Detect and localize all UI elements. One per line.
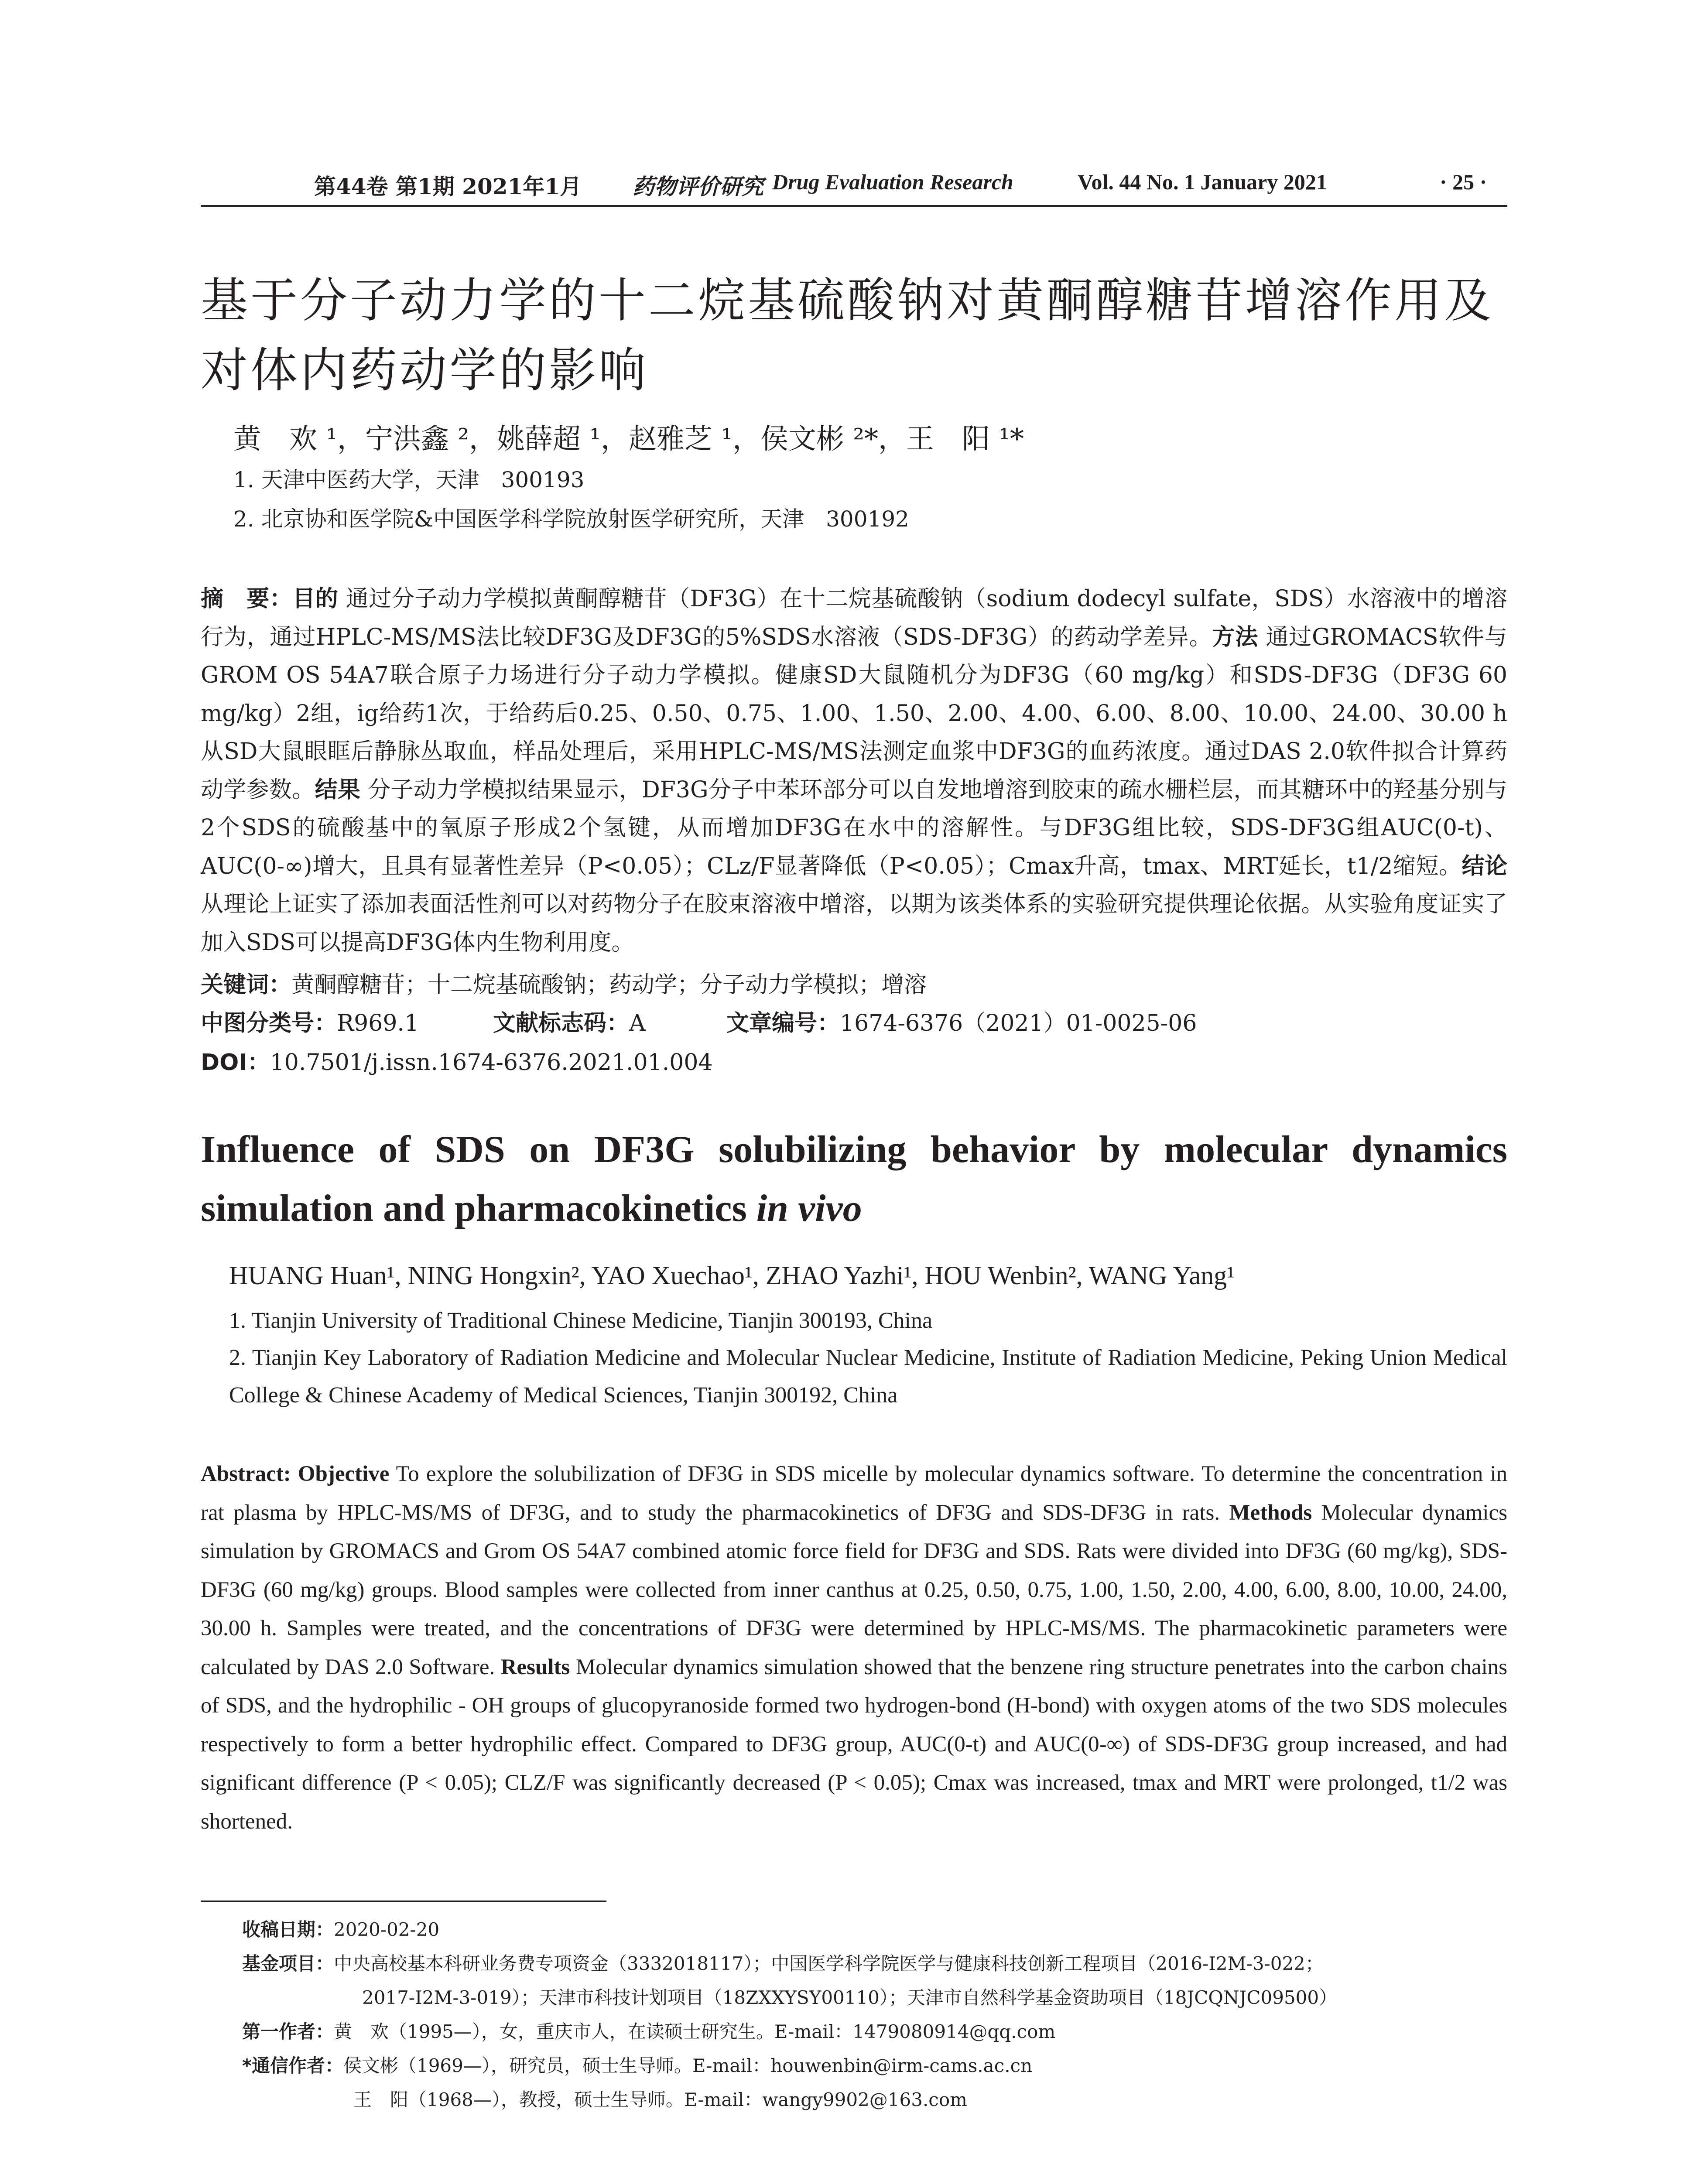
title-en-line1: Influence of SDS on DF3G solubilizing behavior by molecular dynamics	[201, 1128, 1507, 1171]
classification-cn-clc	[201, 1005, 419, 1037]
doi-label: DOI：	[201, 1049, 270, 1076]
article-value: 1674-6376（2021）01-0025-06	[840, 1010, 1197, 1036]
code-label: 文献标志码：	[493, 1010, 630, 1036]
footnote-corresponding	[242, 2049, 1032, 2083]
first-author-value: 黄 欢（1995—），女，重庆市人，在读硕士研究生。E-mail：1479080914@qq.com	[334, 2021, 1056, 2042]
affiliation-en-2: 2. Tianjin Key Laboratory of Radiation Medicine and Molecular Nuclear Medicine, Institute of Radiation Medicine, Peking Union Medical College & Chinese Academy of Medical Sciences, Tianjin 300192, China	[229, 1345, 1507, 1408]
footnote-received	[242, 1913, 439, 1947]
header-volume-en: Vol. 44 No. 1 January 2021	[1078, 170, 1327, 194]
fund-line1: 中央高校基本科研业务费专项资金（3332018117）；中国医学科学院医学与健康科技创新工程项目（2016-I2M-3-022；	[334, 1953, 1324, 1974]
code-value: A	[629, 1010, 646, 1036]
first-author-label: 第一作者：	[242, 2021, 334, 2042]
abstract-en-label: Abstract: Objective	[201, 1462, 390, 1486]
footnote-fund	[242, 1947, 1324, 1981]
classification-cn-article	[726, 1005, 1197, 1037]
results-label-cn: 结果	[315, 776, 361, 803]
abstract-en	[201, 1455, 1507, 1841]
received-label: 收稿日期：	[242, 1919, 334, 1940]
results-label-en: Results	[500, 1655, 570, 1679]
results-cn: 分子动力学模拟结果显示，DF3G分子中苯环部分可以自发地增溶到胶束的疏水栅栏层，而其糖环中的羟基分别与2个SDS的硫酸基中的氧原子形成2个氢键，从而增加DF3G在水中的溶解性。与DF3G组比较，SDS-DF3G组AUC(0-t)、AUC(0-∞)增大，且具有显著性差异（P<0.05）；CLz/F显著降低（P<0.05）；Cmax升高，tmax、MRT延长，t1/2缩短。	[201, 776, 1507, 879]
received-value: 2020-02-20	[334, 1919, 440, 1940]
header-rule	[201, 205, 1507, 207]
authors-en: HUANG Huan¹, NING Hongxin², YAO Xuechao¹, ZHAO Yazhi¹, HOU Wenbin², WANG Yang¹	[229, 1261, 1235, 1290]
objective-label-cn: 目的	[292, 586, 339, 612]
affiliation-en-1: 1. Tianjin University of Traditional Chinese Medicine, Tianjin 300193, China	[229, 1308, 933, 1333]
clc-label: 中图分类号：	[201, 1010, 337, 1036]
abstract-cn-label: 摘 要：	[201, 586, 293, 612]
clc-value: R969.1	[337, 1010, 419, 1036]
keywords-label-cn: 关键词：	[201, 972, 292, 998]
title-en-italic: in vivo	[756, 1187, 862, 1230]
header-journal-en: Drug Evaluation Research	[772, 170, 1013, 194]
fund-label: 基金项目：	[242, 1953, 334, 1974]
keywords-cn	[201, 966, 927, 999]
classification-cn-code	[493, 1005, 646, 1037]
methods-cn: 通过GROMACS软件与GROM OS 54A7联合原子力场进行分子动力学模拟。健康SD大鼠随机分为DF3G（60 mg/kg）和SDS-DF3G（DF3G 60 mg/kg）2组，ig给药1次，于给药后0.25、0.50、0.75、1.00、1.50、2.00、4.00、6.00、8.00、10.00、24.00、30.00 h从SD大鼠眼眶后静脉丛取血，样品处理后，采用HPLC-MS/MS法测定血浆中DF3G的血药浓度。通过DAS 2.0软件拟合计算药动学参数。	[201, 624, 1507, 803]
running-header	[201, 169, 1509, 204]
doi	[201, 1044, 713, 1077]
article-label: 文章编号：	[726, 1010, 840, 1036]
abstract-cn	[201, 580, 1507, 962]
methods-label-cn: 方法	[1212, 624, 1259, 650]
objective-cn: 通过分子动力学模拟黄酮醇糖苷（DF3G）在十二烷基硫酸钠（sodium dodecyl sulfate，SDS）水溶液中的增溶行为，通过HPLC-MS/MS法比较DF3G及DF3G的5%SDS水溶液（SDS-DF3G）的药动学差异。	[201, 586, 1507, 650]
header-page-number: · 25 ·	[1440, 170, 1487, 194]
conclusion-cn: 从理论上证实了添加表面活性剂可以对药物分子在胶束溶液中增溶，以期为该类体系的实验研究提供理论依据。从实验角度证实了加入SDS可以提高DF3G体内生物利用度。	[201, 891, 1507, 956]
corresponding-1: 侯文彬（1969—），研究员，硕士生导师。E-mail：houwenbin@irm-cams.ac.cn	[343, 2055, 1033, 2076]
methods-en: Molecular dynamics simulation by GROMACS and Grom OS 54A7 combined atomic force field for DF3G and SDS. Rats were divided into DF3G (60 mg/kg), SDS-DF3G (60 mg/kg) groups. Blood samples were collected from inner canthus at 0.25, 0.50, 0.75, 1.00, 1.50, 2.00, 4.00, 6.00, 8.00, 10.00, 24.00, 30.00 h. Samples were treated, and the concentrations of DF3G were determined by HPLC-MS/MS. The pharmacokinetic parameters were calculated by DAS 2.0 Software.	[201, 1500, 1508, 1679]
keywords-text-cn: 黄酮醇糖苷；十二烷基硫酸钠；药动学；分子动力学模拟；增溶	[291, 972, 927, 998]
title-cn: 基于分子动力学的十二烷基硫酸钠对黄酮醇糖苷增溶作用及对体内药动学的影响	[201, 273, 1494, 398]
corresponding-2: 王 阳（1968—），教授，硕士生导师。E-mail：wangy9902@163.com	[353, 2089, 967, 2110]
objective-en: To explore the solubilization of DF3G in SDS micelle by molecular dynamics software. To determine the concentration in rat plasma by HPLC-MS/MS of DF3G, and to study the pharmacokinetics of DF3G and SDS-DF3G in rats.	[201, 1462, 1507, 1525]
journal-logo-cn: 药物评价研究	[633, 174, 763, 199]
affiliation-cn-2: 2. 北京协和医学院&中国医学科学院放射医学研究所，天津 300192	[233, 506, 909, 532]
methods-label-en: Methods	[1229, 1500, 1312, 1525]
affiliation-cn-1: 1. 天津中医药大学，天津 300193	[233, 467, 585, 492]
conclusion-label-cn: 结论	[1462, 853, 1507, 879]
title-en-line2: simulation and pharmacokinetics	[201, 1187, 756, 1230]
title-en	[201, 1120, 1507, 1238]
results-en: Molecular dynamics simulation showed that the benzene ring structure penetrates into the carbon chains of SDS, and the hydrophilic - OH groups of glucopyranoside formed two hydrogen-bond (H-bond) with oxygen atoms of the two SDS molecules respectively to form a better hydrophilic effect. Compared to DF3G group, AUC(0-t) and AUC(0-∞) of SDS-DF3G group increased, and had significant difference (P < 0.05); CLZ/F was significantly decreased (P < 0.05); Cmax was increased, tmax and MRT were prolonged, t1/2 was shortened.	[201, 1655, 1508, 1834]
authors-cn: 黄 欢 ¹，宁洪鑫 ²，姚薛超 ¹，赵雅芝 ¹，侯文彬 ²*，王 阳 ¹*	[233, 423, 1024, 455]
fund-line2: 2017-I2M-3-019）；天津市科技计划项目（18ZXXYSY00110）；天津市自然科学基金资助项目（18JCQNJC09500）	[362, 1987, 1338, 2008]
doi-value: 10.7501/j.issn.1674-6376.2021.01.004	[270, 1049, 713, 1076]
footnote-rule	[201, 1901, 606, 1902]
header-volume-cn: 第44卷 第1期 2021年1月	[314, 174, 582, 199]
corresponding-label: *通信作者：	[242, 2055, 343, 2076]
footnote-first-author	[242, 2015, 1055, 2049]
